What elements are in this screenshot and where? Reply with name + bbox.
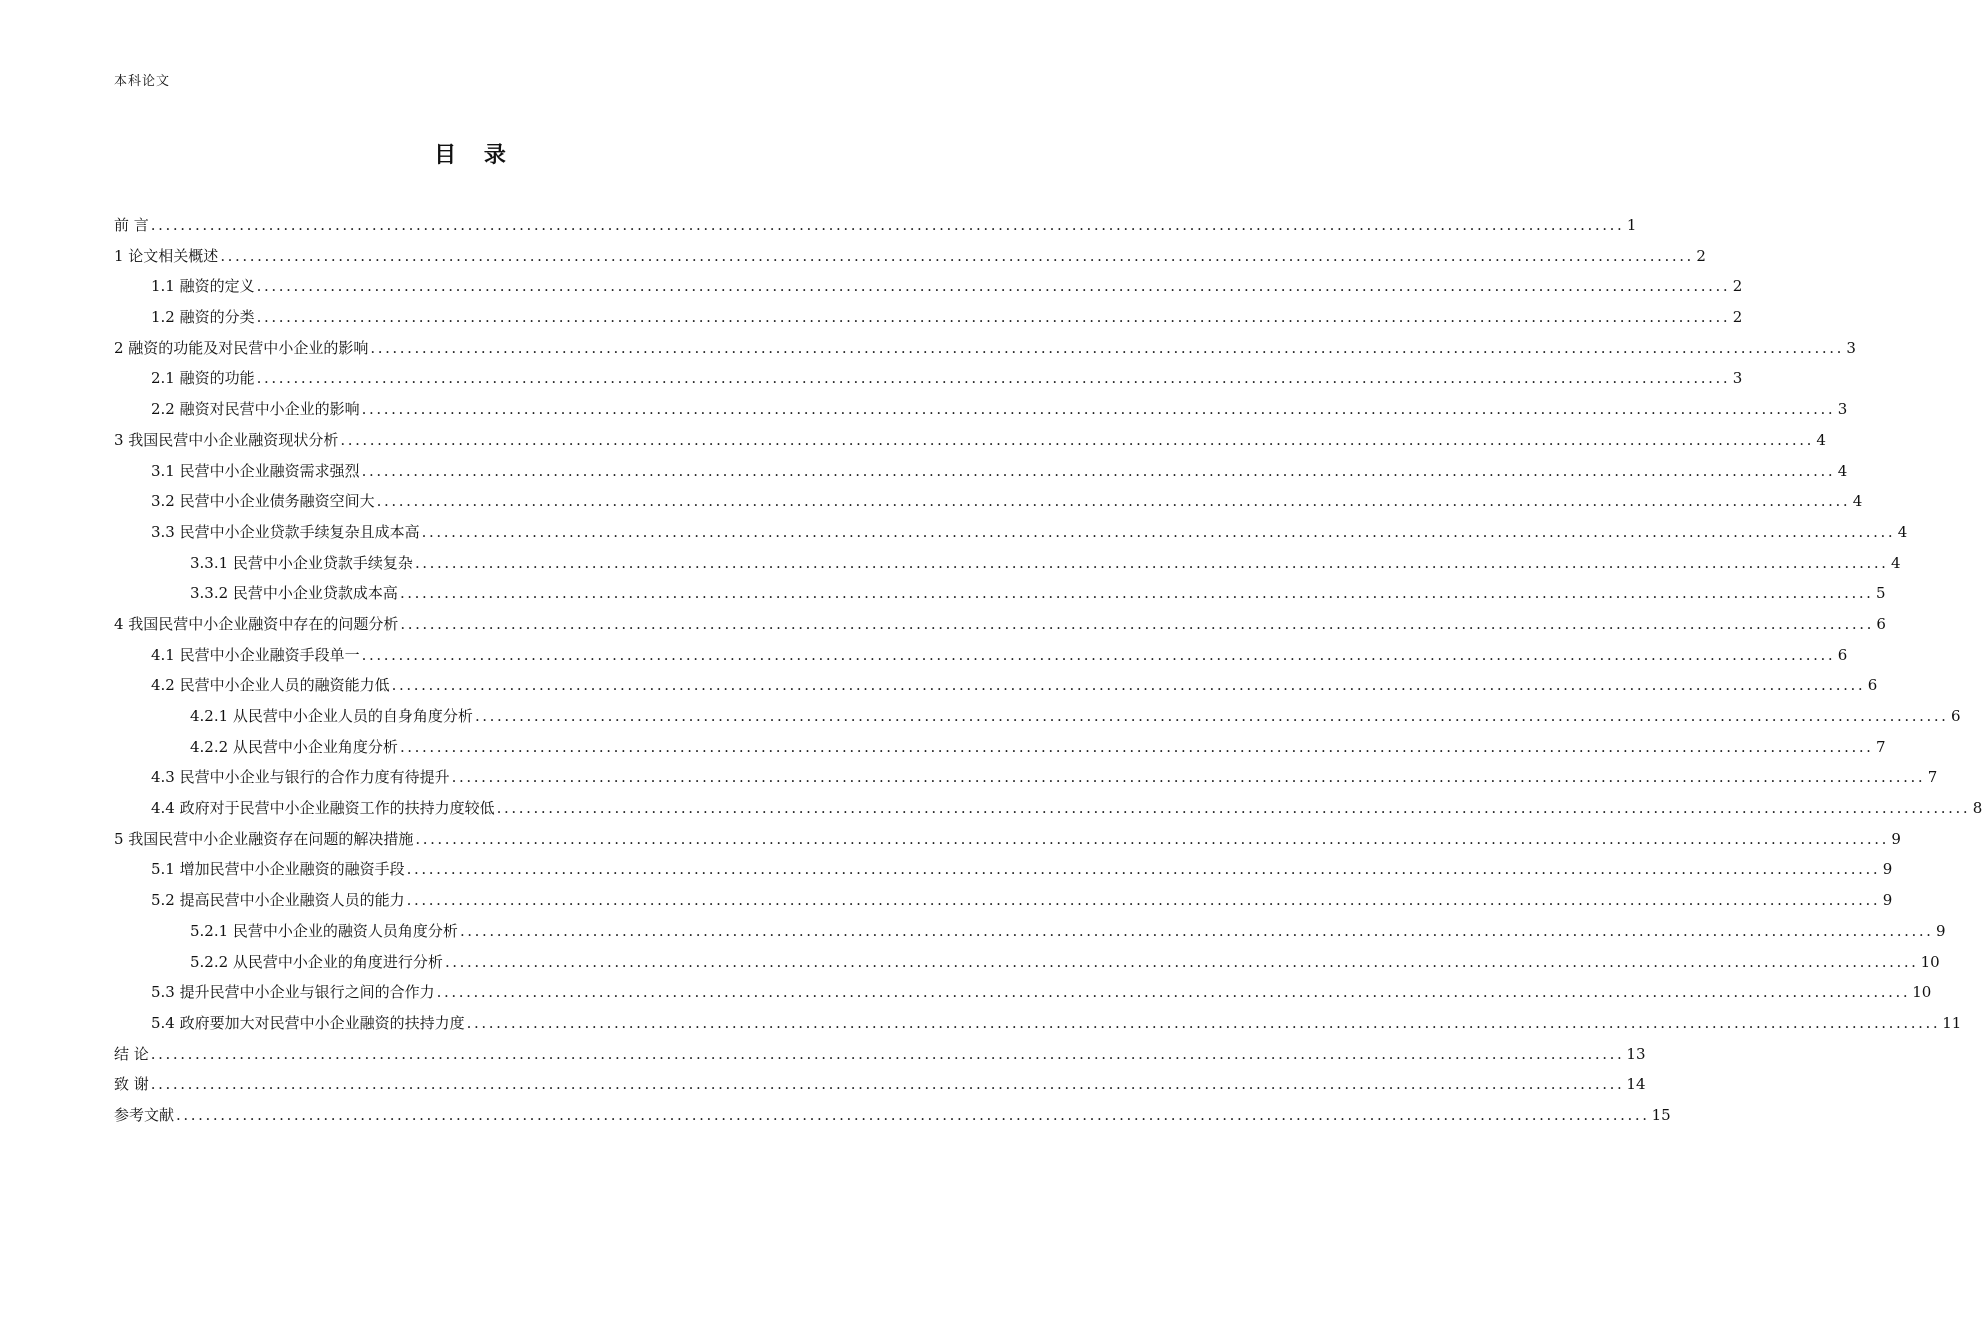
toc-entry[interactable] — [114, 977, 1932, 1008]
toc-leader-dots: ........................................................................................................................................................................................................ — [220, 246, 1694, 265]
toc-entry-page-number: 10 — [1920, 952, 1940, 971]
toc-leader-dots: ........................................................................................................................................................................................................ — [256, 308, 1731, 327]
toc-entry[interactable] — [114, 885, 1893, 916]
toc-leader-dots: ........................................................................................................................................................................................................ — [421, 522, 1896, 541]
toc-entry-page-number: 5 — [1876, 584, 1886, 603]
toc-entry[interactable] — [114, 640, 1848, 671]
toc-entry[interactable] — [114, 425, 1826, 456]
toc-entry-label: 5.2 提高民营中小企业融资人员的能力 — [151, 891, 405, 910]
toc-entry[interactable] — [114, 670, 1878, 701]
toc-leader-dots: ........................................................................................................................................................................................................ — [451, 768, 1926, 787]
toc-entry-page-number: 14 — [1626, 1075, 1646, 1094]
toc-entry-page-number: 7 — [1876, 737, 1886, 756]
toc-entry[interactable] — [114, 486, 1863, 517]
toc-entry[interactable] — [114, 1100, 1671, 1131]
toc-entry[interactable] — [114, 916, 1946, 947]
toc-entry[interactable] — [114, 517, 1908, 548]
toc-entry-label: 5.2.2 从民营中小企业的角度进行分析 — [190, 952, 443, 971]
toc-entry-label: 参考文献 — [114, 1105, 175, 1124]
toc-entry-page-number: 3 — [1846, 338, 1856, 357]
toc-entry-page-number: 4 — [1837, 461, 1848, 480]
toc-entry-label: 2.2 融资对民营中小企业的影响 — [151, 400, 360, 419]
toc-entry[interactable] — [114, 854, 1893, 885]
toc-entry-page-number: 2 — [1732, 277, 1743, 296]
toc-leader-dots: ........................................................................................................................................................................................................ — [150, 1075, 1625, 1094]
toc-leader-dots: ........................................................................................................................................................................................................ — [370, 338, 1844, 357]
toc-entry-page-number: 9 — [1882, 891, 1893, 910]
toc-entry-page-number: 6 — [1876, 614, 1886, 633]
toc-entry[interactable] — [114, 732, 1886, 763]
toc-leader-dots: ........................................................................................................................................................................................................ — [391, 676, 1866, 695]
toc-leader-dots: ........................................................................................................................................................................................................ — [406, 860, 1881, 879]
toc-entry-label: 前 言 — [114, 216, 149, 234]
toc-entry-page-number: 1 — [1626, 216, 1637, 234]
table-of-contents — [114, 210, 1982, 1131]
toc-entry[interactable] — [114, 824, 1901, 855]
toc-entry-page-number: 15 — [1651, 1105, 1671, 1124]
toc-leader-dots: ........................................................................................................................................................................................................ — [436, 983, 1911, 1002]
toc-entry[interactable] — [114, 302, 1743, 333]
toc-leader-dots: ........................................................................................................................................................................................................ — [496, 799, 1971, 818]
toc-entry-label: 3.1 民营中小企业融资需求强烈 — [151, 461, 360, 480]
toc-entry-page-number: 13 — [1626, 1044, 1646, 1063]
toc-leader-dots: ........................................................................................................................................................................................................ — [256, 277, 1731, 296]
toc-entry-page-number: 4 — [1891, 553, 1901, 572]
toc-entry[interactable] — [114, 793, 1982, 824]
toc-entry-page-number: 6 — [1951, 707, 1961, 725]
toc-entry-label: 5 我国民营中小企业融资存在问题的解决措施 — [114, 829, 414, 848]
toc-entry-label: 1.2 融资的分类 — [151, 308, 255, 327]
toc-entry[interactable] — [114, 609, 1886, 640]
toc-entry-page-number: 10 — [1912, 983, 1932, 1002]
toc-entry-label: 1 论文相关概述 — [114, 246, 219, 265]
page-title: 目 录 — [434, 143, 516, 168]
toc-leader-dots: ........................................................................................................................................................................................................ — [340, 430, 1814, 449]
toc-entry-label: 4.1 民营中小企业融资手段单一 — [151, 645, 360, 664]
toc-leader-dots: ........................................................................................................................................................................................................ — [361, 400, 1836, 419]
toc-entry-label: 5.4 政府要加大对民营中小企业融资的扶持力度 — [151, 1013, 465, 1032]
toc-entry[interactable] — [114, 578, 1886, 609]
toc-leader-dots: ........................................................................................................................................................................................................ — [414, 553, 1889, 572]
toc-entry[interactable] — [114, 762, 1938, 793]
toc-entry-page-number: 3 — [1732, 369, 1743, 388]
toc-entry-page-number: 9 — [1936, 921, 1946, 940]
toc-entry-page-number: 2 — [1732, 308, 1743, 327]
toc-leader-dots: ........................................................................................................................................................................................................ — [444, 952, 1919, 971]
toc-entry[interactable] — [114, 947, 1940, 978]
toc-leader-dots: ........................................................................................................................................................................................................ — [415, 829, 1889, 848]
toc-entry-page-number: 6 — [1837, 645, 1848, 664]
toc-leader-dots: ........................................................................................................................................................................................................ — [474, 707, 1949, 725]
toc-leader-dots: ........................................................................................................................................................................................................ — [361, 461, 1836, 480]
toc-entry-label: 4.2.2 从民营中小企业角度分析 — [190, 737, 398, 756]
toc-leader-dots: ........................................................................................................................................................................................................ — [400, 614, 1874, 633]
toc-entry[interactable] — [114, 1069, 1646, 1100]
toc-entry-page-number: 4 — [1816, 430, 1826, 449]
toc-entry-label: 致 谢 — [114, 1075, 149, 1094]
toc-entry-page-number: 6 — [1867, 676, 1878, 695]
toc-entry-label: 3.3.1 民营中小企业贷款手续复杂 — [190, 553, 413, 572]
toc-entry-page-number: 4 — [1852, 492, 1863, 511]
toc-entry-label: 4 我国民营中小企业融资中存在的问题分析 — [114, 614, 399, 633]
toc-entry-label: 3.3 民营中小企业贷款手续复杂且成本高 — [151, 522, 420, 541]
toc-leader-dots: ........................................................................................................................................................................................................ — [459, 921, 1934, 940]
toc-entry[interactable] — [114, 210, 1637, 241]
toc-entry-label: 4.4 政府对于民营中小企业融资工作的扶持力度较低 — [151, 799, 495, 818]
toc-entry-label: 2 融资的功能及对民营中小企业的影响 — [114, 338, 369, 357]
toc-entry[interactable] — [114, 241, 1706, 272]
toc-entry-label: 3.2 民营中小企业债务融资空间大 — [151, 492, 375, 511]
toc-entry-label: 3.3.2 民营中小企业贷款成本高 — [190, 584, 398, 603]
toc-entry-label: 4.2 民营中小企业人员的融资能力低 — [151, 676, 390, 695]
toc-entry-label: 5.1 增加民营中小企业融资的融资手段 — [151, 860, 405, 879]
toc-entry-page-number: 11 — [1942, 1013, 1962, 1032]
toc-entry[interactable] — [114, 363, 1743, 394]
toc-entry-page-number: 4 — [1897, 522, 1908, 541]
toc-entry-label: 1.1 融资的定义 — [151, 277, 255, 296]
toc-entry-label: 3 我国民营中小企业融资现状分析 — [114, 430, 339, 449]
toc-entry-label: 5.3 提升民营中小企业与银行之间的合作力 — [151, 983, 435, 1002]
toc-leader-dots: ........................................................................................................................................................................................................ — [150, 1044, 1625, 1063]
toc-entry-label: 2.1 融资的功能 — [151, 369, 255, 388]
toc-entry[interactable] — [114, 1039, 1646, 1070]
toc-entry[interactable] — [114, 394, 1848, 425]
toc-entry[interactable] — [114, 333, 1856, 364]
toc-entry-page-number: 9 — [1882, 860, 1893, 879]
toc-leader-dots: ........................................................................................................................................................................................................ — [150, 216, 1625, 234]
toc-leader-dots: ........................................................................................................................................................................................................ — [466, 1013, 1941, 1032]
toc-entry-label: 5.2.1 民营中小企业的融资人员角度分析 — [190, 921, 458, 940]
toc-leader-dots: ........................................................................................................................................................................................................ — [399, 584, 1874, 603]
toc-entry-page-number: 9 — [1891, 829, 1901, 848]
toc-entry[interactable] — [114, 271, 1743, 302]
toc-entry[interactable] — [114, 456, 1848, 487]
toc-leader-dots: ........................................................................................................................................................................................................ — [176, 1105, 1650, 1124]
toc-entry-page-number: 8 — [1972, 799, 1982, 818]
toc-entry[interactable] — [114, 548, 1901, 579]
toc-entry[interactable] — [114, 1008, 1962, 1039]
toc-entry-label: 结 论 — [114, 1044, 149, 1063]
toc-leader-dots: ........................................................................................................................................................................................................ — [406, 891, 1881, 910]
toc-leader-dots: ........................................................................................................................................................................................................ — [361, 645, 1836, 664]
toc-entry-label: 4.3 民营中小企业与银行的合作力度有待提升 — [151, 768, 450, 787]
toc-entry-page-number: 3 — [1837, 400, 1848, 419]
toc-entry-page-number: 7 — [1927, 768, 1938, 787]
toc-entry-label: 4.2.1 从民营中小企业人员的自身角度分析 — [190, 707, 473, 725]
toc-leader-dots: ........................................................................................................................................................................................................ — [376, 492, 1851, 511]
toc-entry-page-number: 2 — [1696, 246, 1706, 265]
toc-leader-dots: ........................................................................................................................................................................................................ — [399, 737, 1874, 756]
toc-leader-dots: ........................................................................................................................................................................................................ — [256, 369, 1731, 388]
toc-entry[interactable] — [114, 701, 1961, 732]
page-header: 本科论文 — [114, 74, 171, 89]
